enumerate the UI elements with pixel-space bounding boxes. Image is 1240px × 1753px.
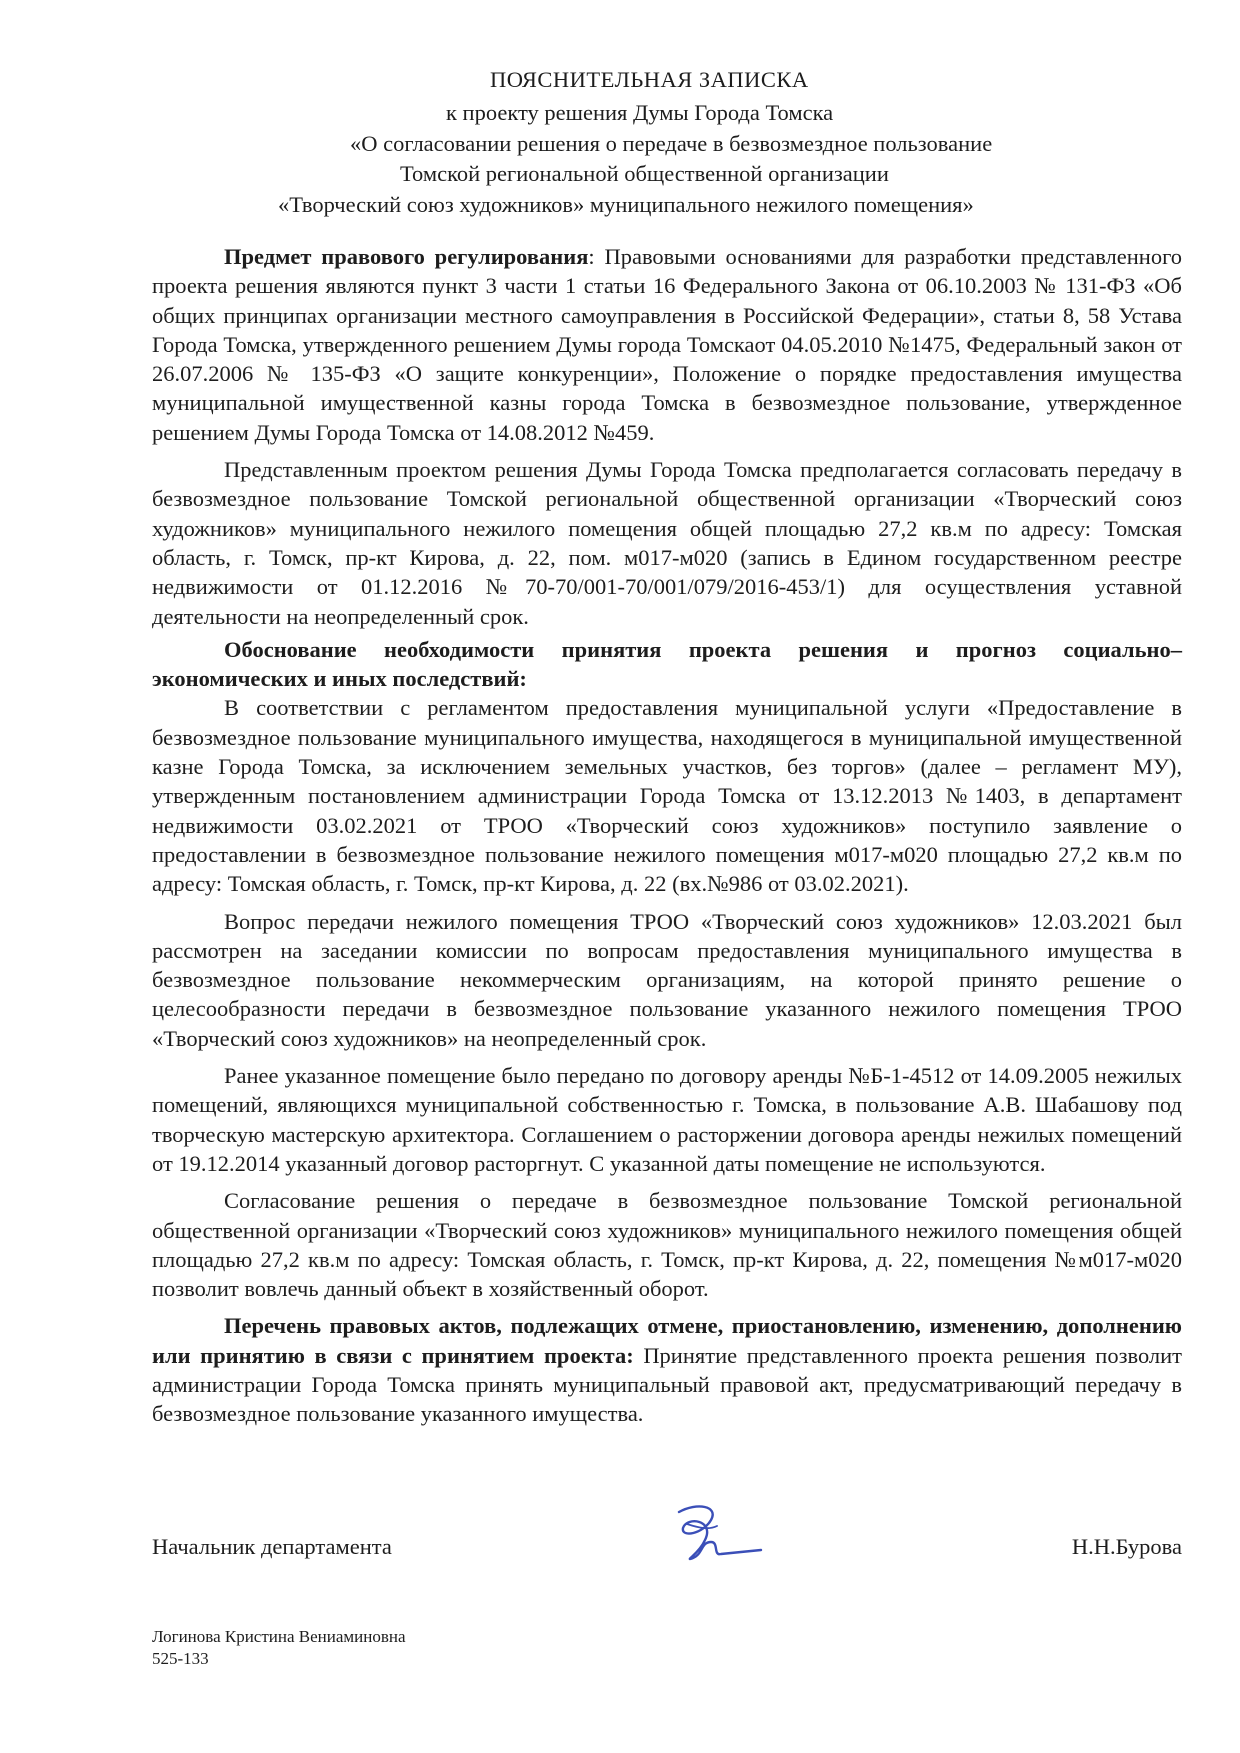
paragraph-regulation-basis: В соответствии с регламентом предоставления муниципальной услуги «Предоставление в безвозмездное пользование муниципального имущества, находящегося в муниципальной имущественной казне Города Томска, за исключением земельных участков, без торгов» (далее – регламент МУ), утвержденным постановлением администрации Города Томска от 13.12.2013 №1403, в департамент недвижимости 03.02.2021 от ТРОО «Творческий союз художников» поступило заявление о предоставлении в безвозмездное пользование нежилого помещения м017-м020 площадью 27,2 кв.м по адресу: Томская область, г. Томск, пр-кт Кирова, д. 22 (вх.№986 от 03.02.2021). [152, 695, 1182, 897]
section-heading-justification: Обоснование необходимости принятия проекта решения и прогноз социально–экономических и иных последствий: [152, 636, 1182, 692]
paragraph-commission-decision: Вопрос передачи нежилого помещения ТРОО «Творческий союз художников» 12.03.2021 был рассмотрен на заседании комиссии по вопросам предоставления муниципального имущества в безвозмездное пользование некоммерческим организациям, на которой принято решение о целесообразности передачи в безвозмездное пользование указанного нежилого помещения ТРОО «Творческий союз художников» на неопределенный срок. [152, 908, 1182, 1051]
executor-name: Логинова Кристина Вениаминовна [152, 1627, 406, 1646]
document-subtitle-1: к проекту решения Думы Города Томска [446, 100, 834, 125]
paragraph-legal-acts [152, 1311, 1182, 1428]
paragraph-lease-history: Ранее указанное помещение было передано по договору аренды №Б-1-4512 от 14.09.2005 нежилых помещений, являющихся муниципальной собственностью г. Томска, в пользование А.В. Шабашову под творческую мастерскую архитектора. Соглашением о расторжении договора аренды нежилых помещений от 19.12.2014 указанный договор расторгнут. С указанной даты помещение не используются. [152, 1063, 1182, 1176]
paragraph-project-purpose: Представленным проектом решения Думы Города Томска предполагается согласовать передачу в безвозмездное пользование Томской региональной общественной организации «Творческий союз художников» муниципального нежилого помещения общей площадью 27,2 кв.м по адресу: Томская область, г. Томск, пр-кт Кирова, д. 22, пом. м017-м020 (запись в Едином государственном реестре недвижимости от 01.12.2016 №70-70/001-70/001/079/2016-453/1) для осуществления уставной деятельности на неопределенный срок. [152, 457, 1182, 629]
paragraph-text: : Правовыми основаниями для разработки представленного проекта решения являются пункт 3 части 1 статьи 16 Федерального Закона от 06.10.2003 № 131-ФЗ «Об общих принципах организации местного самоуправления в Российской Федерации», статьи 8, 58 Устава Города Томска, утвержденного решением Думы города Томскаот 04.05.2010 №1475, Федеральный закон от 26.07.2006 № 135-ФЗ «О защите конкуренции», Положение о порядке предоставления имущества муниципальной имущественной казны города Томска в безвозмездное пользование, утвержденное решением Думы Города Томска от 14.08.2012 №459. [152, 244, 1182, 445]
paragraph-approval-effect: Согласование решения о передаче в безвозмездное пользование Томской региональной общественной организации «Творческий союз художников» муниципального нежилого помещения общей площадью 27,2 кв.м по адресу: Томская область, г. Томск, пр-кт Кирова, д. 22, помещения №м017-м020 позволит вовлечь данный объект в хозяйственный оборот. [152, 1188, 1182, 1302]
handwritten-signature-icon [657, 1498, 767, 1578]
section-label-regulation-subject: Предмет правового регулирования [224, 244, 589, 269]
document-body [152, 242, 1182, 1429]
document-title: ПОЯСНИТЕЛЬНАЯ ЗАПИСКА [490, 67, 809, 92]
executor-phone: 525-133 [152, 1649, 209, 1668]
signatory-position: Начальник департамента [152, 1534, 392, 1559]
document-subtitle-3: Томской региональной общественной организации [400, 161, 889, 186]
section-label-legal-acts: Перечень правовых актов, подлежащих отмене, приостановлению, изменению, дополнению или принятию в связи с принятием проекта: [152, 1313, 1182, 1368]
signature-block [152, 1528, 1182, 1588]
signatory-name: Н.Н.Бурова [1071, 1534, 1182, 1559]
executor-info [152, 1626, 406, 1670]
document-subtitle-2: «О согласовании решения о передаче в безвозмездное пользование [350, 131, 993, 156]
paragraph-text: Принятие представленного проекта решения позволит администрации Города Томска принять муниципальный правовой акт, предусматривающий передачу в безвозмездное пользование указанного имущества. [152, 1342, 1182, 1427]
paragraph-regulation-subject [152, 242, 1182, 447]
document-subtitle-4: «Творческий союз художников» муниципального нежилого помещения» [278, 192, 974, 217]
